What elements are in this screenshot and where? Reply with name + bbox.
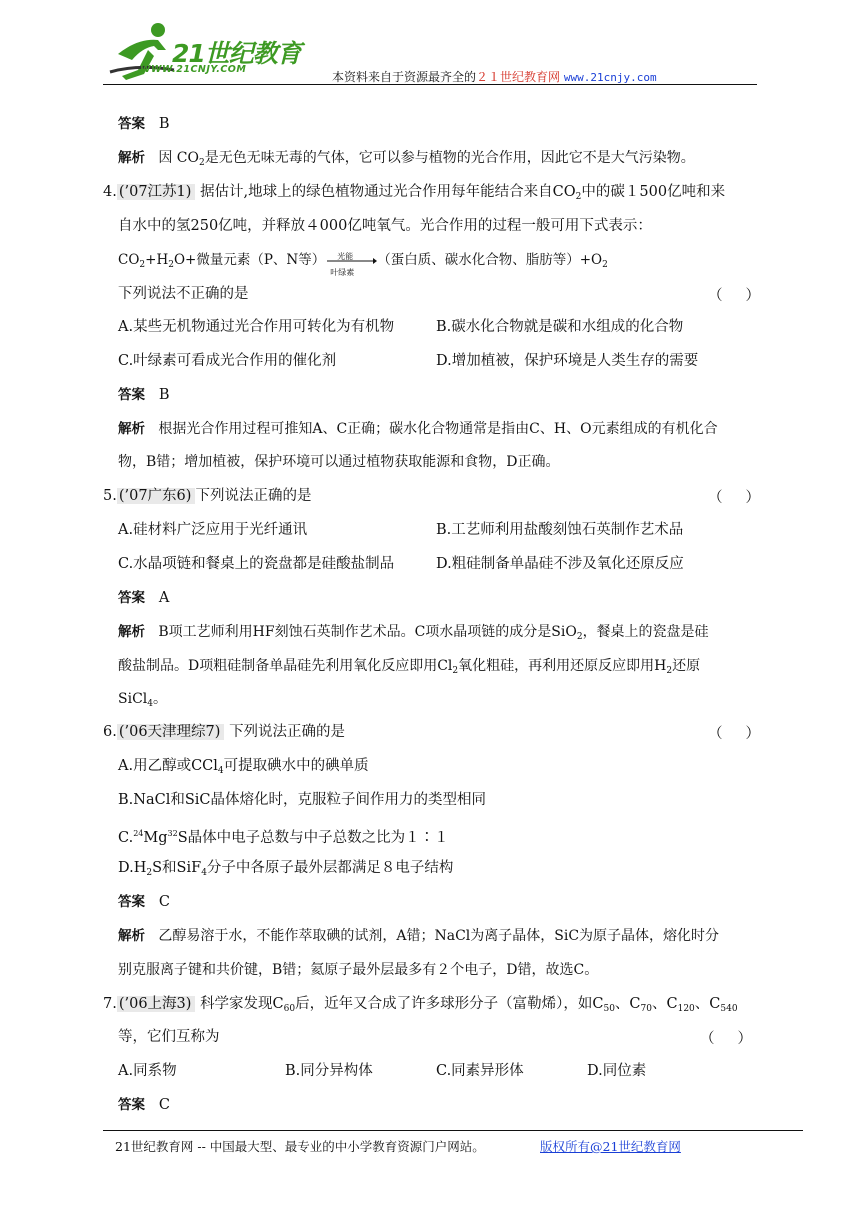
answer-label: 答案 xyxy=(118,387,145,403)
question-source: (’07江苏1) xyxy=(117,184,196,200)
q5-explanation-line3: SiCl$_4$。 xyxy=(118,691,167,709)
q5-option-b: B.工艺师利用盐酸刻蚀石英制作艺术品 xyxy=(436,522,684,538)
q5-explanation-line1: 解析 B项工艺师利用HF刻蚀石英制作艺术品。C项水晶项链的成分是SiO$_2$，餐桌上的瓷盘是硅 xyxy=(118,624,709,642)
q6-option-b: B.NaCl和SiC晶体熔化时，克服粒子间作用力的类型相同 xyxy=(118,792,486,808)
question-source: (’06上海3) xyxy=(117,996,196,1012)
question-source: (’07广东6) xyxy=(117,488,196,504)
q4-ask: 下列说法不正确的是 xyxy=(118,286,249,302)
q6-explanation-line2: 别克服离子键和共价键，B错；氦原子最外层最多有２个电子，D错，故选C。 xyxy=(118,962,599,978)
question-number: 5. xyxy=(103,488,117,504)
q6-explanation-line1: 解析 乙醇易溶于水，不能作萃取碘的试剂，A错；NaCl为离子晶体，SiC为原子晶体，熔化时分 xyxy=(118,928,720,944)
header-note-url[interactable]: www.21cnjy.com xyxy=(563,71,657,84)
explanation-label: 解析 xyxy=(118,421,145,437)
q4-explanation-line2: 物，B错；增加植被，保护环境可以通过植物获取能源和食物，D正确。 xyxy=(118,454,560,470)
answer-value: A xyxy=(158,590,170,606)
q7-option-a: A.同系物 xyxy=(118,1063,177,1079)
q5-option-a: A.硅材料广泛应用于光纤通讯 xyxy=(118,522,308,538)
q7-stem-line2: 等，它们互称为 xyxy=(118,1029,220,1045)
q7-option-d: D.同位素 xyxy=(587,1063,647,1079)
reaction-arrow: 光能 叶绿素 xyxy=(325,252,377,270)
answer-label: 答案 xyxy=(118,894,145,910)
q7-option-c: C.同素异形体 xyxy=(436,1063,524,1079)
answer-blank: （ ） xyxy=(708,490,761,506)
footer-copyright-link[interactable]: 版权所有@21世纪教育网 xyxy=(540,1139,681,1154)
q4-option-b: B.碳水化合物就是碳和水组成的化合物 xyxy=(436,319,684,335)
answer-label: 答案 xyxy=(118,1097,145,1113)
q4-option-a: A.某些无机物通过光合作用可转化为有机物 xyxy=(118,319,395,335)
header-note-prefix: 本资料来自于资源最齐全的 xyxy=(332,70,477,84)
q3-answer xyxy=(118,114,169,134)
header-note-site[interactable]: ２１世纪教育网 xyxy=(476,70,561,84)
q4-option-c: C.叶绿素可看成光合作用的催化剂 xyxy=(118,353,337,369)
q7-answer xyxy=(118,1095,170,1115)
q5-stem: 5. (’07广东6) 下列说法正确的是 xyxy=(103,488,312,504)
logo-url: WWW.21CNJY.COM xyxy=(140,64,247,75)
q4-stem-line1: 4. (’07江苏1) 据估计,地球上的绿色植物通过光合作用每年能结合来自$CO_2$中的碳１500亿吨和来 xyxy=(103,184,726,202)
answer-value: C xyxy=(158,1097,170,1113)
question-number: 6. xyxy=(103,724,117,740)
explanation-label: 解析 xyxy=(118,150,145,166)
answer-value: C xyxy=(158,894,170,910)
answer-blank: （ ） xyxy=(700,1031,753,1047)
answer-value: B xyxy=(158,387,170,403)
logo-title: 21世纪教育 xyxy=(172,39,301,68)
q6-answer xyxy=(118,892,170,912)
q6-option-d: $D.H_2S$和SiF$_4$分子中各原子最外层都满足８电子结构 xyxy=(118,860,454,878)
q6-stem: 6. (’06天津理综7) 下列说法正确的是 xyxy=(103,724,346,740)
question-source: (’06天津理综7) xyxy=(117,724,225,740)
q6-option-a: A.用乙醇或CCl$_4$可提取碘水中的碘单质 xyxy=(118,758,369,776)
q4-explanation-line1: 解析 根据光合作用过程可推知A、C正确；碳水化合物通常是指由C、H、O元素组成的有机化合 xyxy=(118,421,718,437)
answer-value: B xyxy=(158,116,170,132)
q7-option-b: B.同分异构体 xyxy=(285,1063,373,1079)
q3-explanation: 解析 因 $CO_2$是无色无味无毒的气体，它可以参与植物的光合作用，因此它不是大气污染物。 xyxy=(118,150,695,168)
q7-stem-line1: 7. (’06上海3) 科学家发现$C_{60}$后，近年又合成了许多球形分子（富勒烯），如$C_{50}$、$C_{70}$、$C_{120}$、$C_{540}$ xyxy=(103,996,738,1014)
q4-answer xyxy=(118,385,169,405)
question-number: 4. xyxy=(103,184,117,200)
answer-blank: （ ） xyxy=(708,288,761,304)
answer-blank: （ ） xyxy=(708,726,761,742)
explanation-label: 解析 xyxy=(118,624,145,640)
header-divider xyxy=(103,84,757,85)
answer-label: 答案 xyxy=(118,590,145,606)
header-note xyxy=(332,68,657,85)
answer-label: 答案 xyxy=(118,116,145,132)
q5-option-d: D.粗硅制备单晶硅不涉及氧化还原反应 xyxy=(436,556,684,572)
q6-option-c: C.$^{24}$Mg$^{32}$S晶体中电子总数与中子总数之比为１∶１ xyxy=(118,829,449,846)
q5-explanation-line2: 酸盐制品。D项粗硅制备单晶硅先利用氧化反应即用$Cl_2$氧化粗硅，再利用还原反应即用$H_2$还原 xyxy=(118,658,701,676)
q5-option-c: C.水晶项链和餐桌上的瓷盘都是硅酸盐制品 xyxy=(118,556,395,572)
q4-equation: $CO_2+H_2O+$微量元素（P、N等） 光能 叶绿素 （蛋白质、碳水化合物、脂肪等）$+O_2$ xyxy=(118,251,608,277)
footer-divider xyxy=(103,1130,803,1131)
question-number: 7. xyxy=(103,996,117,1012)
q5-answer xyxy=(118,588,169,608)
q4-stem-line2: 自水中的氢250亿吨，并释放４000亿吨氧气。光合作用的过程一般可用下式表示： xyxy=(118,218,652,234)
footer-text: 21世纪教育网 -- 中国最大型、最专业的中小学教育资源门户网站。 xyxy=(115,1139,485,1154)
explanation-label: 解析 xyxy=(118,928,145,944)
q4-option-d: D.增加植被，保护环境是人类生存的需要 xyxy=(436,353,699,369)
